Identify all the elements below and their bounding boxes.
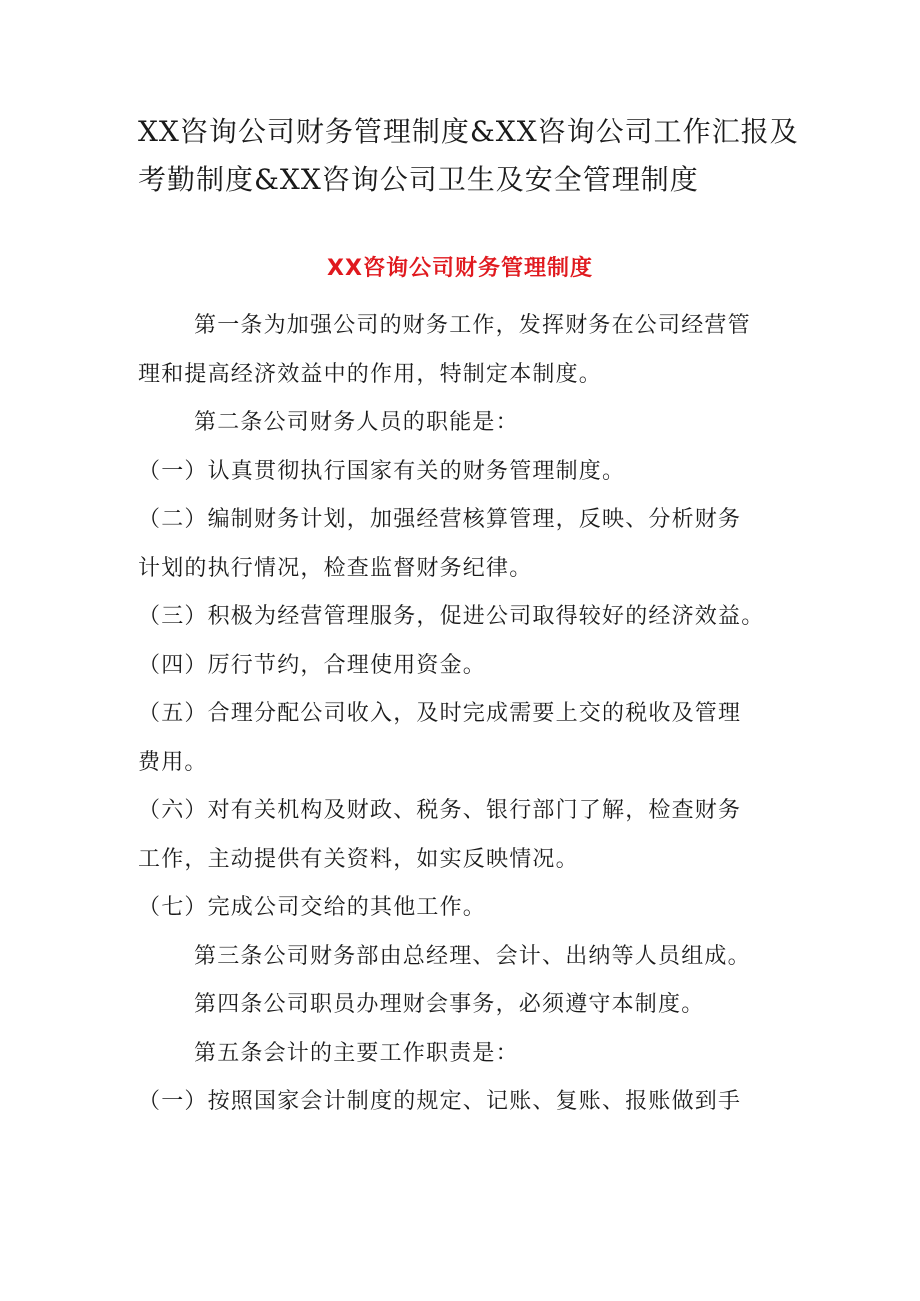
article-2-item-2-line-2: 计划的执行情况，检查监督财务纪律。 <box>138 555 533 581</box>
article-2-item-3: （三）积极为经营管理服务，促进公司取得较好的经济效益。 <box>138 604 765 629</box>
article-2-item-4: （四）厉行节约，合理使用资金。 <box>138 652 487 678</box>
document-title <box>138 108 818 204</box>
article-2-item-1: （一）认真贯彻执行国家有关的财务管理制度。 <box>138 458 626 484</box>
article-2-heading: 第二条公司财务人员的职能是： <box>194 410 519 435</box>
article-2-item-6-line-1: （六）对有关机构及财政、税务、银行部门了解，检查财务 <box>138 798 742 823</box>
article-2-item-5-line-2: 费用。 <box>138 749 208 775</box>
document-title-line-1: XX咨询公司财务管理制度&XX咨询公司工作汇报及 <box>138 115 799 148</box>
article-5-heading: 第五条会计的主要工作职责是： <box>194 1040 519 1066</box>
article-3: 第三条公司财务部由总经理、会计、出纳等人员组成。 <box>194 943 751 969</box>
article-4: 第四条公司职员办理财会事务，必须遵守本制度。 <box>194 992 705 1017</box>
document-body <box>138 302 788 1127</box>
article-2-item-2-line-1: （二）编制财务计划，加强经营核算管理，反映、分析财务 <box>138 507 742 532</box>
article-2-item-7: （七）完成公司交给的其他工作。 <box>138 895 487 920</box>
document-title-line-2: 考勤制度&XX咨询公司卫生及安全管理制度 <box>138 163 699 196</box>
article-2-item-6-line-2: 工作，主动提供有关资料，如实反映情况。 <box>138 846 579 872</box>
article-5-item-1-line-1: （一）按照国家会计制度的规定、记账、复账、报账做到手 <box>138 1089 742 1114</box>
section-heading: XX咨询公司财务管理制度 <box>327 256 593 281</box>
article-1-line-1: 第一条为加强公司的财务工作，发挥财务在公司经营管 <box>194 313 751 338</box>
article-1-line-2: 理和提高经济效益中的作用，特制定本制度。 <box>138 361 603 387</box>
article-2-item-5-line-1: （五）合理分配公司收入，及时完成需要上交的税收及管理 <box>138 701 742 726</box>
